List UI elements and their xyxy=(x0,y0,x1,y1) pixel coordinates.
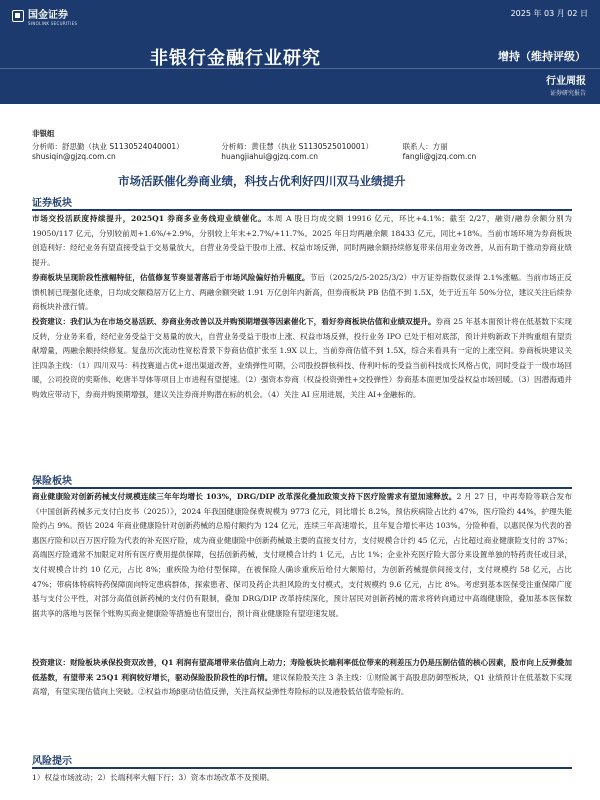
insurance-para-1 xyxy=(32,490,572,621)
para-body: 券商 25 年基本面预计将在低基数下实现反转，分业务来看，经纪业务受益于交易量的放大，自营业务受益于股市上涨、权益市场反弹，投行业务 IPO 已处于相对底部，预计并购新政下并购重组有望贡献增量，两融余额持续修复。复盘历次流动性宽松背景下券商估值扩张至 1.9X 以上，当前券商估值不到 1.5X，综合来看具有一定的上涨空间。券商板块建议关注四条主线：（1）四川双马：科技赛道占优+退出渠道改善，业绩弹性可期，公司股投群核科技、侍利叶标的受益当前科技成长风格占优，同时受益于一级市场回暖，公司投资的奕斯伟、屹唐半导体等项目上市进程有望提速。（2）强资本券商（权益投资弹性+交投弹性）券商基本面更加受益权益市场回暖。（3）因潜海通并购效应带动下，券商并购预期增强，建议关注券商并购潜在标的机会。（4）关注 AI 应用进展，关注 AI+金融标的。 xyxy=(32,317,572,399)
brand-name: 国金证券 xyxy=(28,10,68,21)
contact-email[interactable]: fangli@gjzq.com.cn xyxy=(402,152,477,161)
securities-para-2 xyxy=(32,271,572,315)
para-lead: 投资建议：我们认为在市场交易活跃、券商业务改善以及并购预期增强等因素催化下，看好券商板块估值和业绩双提升。 xyxy=(32,317,436,326)
securities-para-3 xyxy=(32,315,572,403)
section-securities-heading: 证券板块 xyxy=(32,198,72,209)
para-lead: 商业健康险对创新药械支付规模连续三年年均增长 103%，DRG/DIP 改革深化叠加政策支持下医疗险需求有望加速释放。 xyxy=(32,492,457,501)
analyst-1-email[interactable]: shusiqin@gjzq.com.cn xyxy=(32,152,116,161)
section-divider xyxy=(32,767,572,769)
para-lead: 投资建议：财险板块承保投资双改善，Q1 利润有望高增带来估值向上动力；寿险板块长端利率低位带来的利差压力仍是压制估值的核心因素，股市向上反弹叠加低基数，有望带来 25Q1 利润较好增长，驱动保险股阶段性的β行情。 xyxy=(32,658,572,682)
section-divider xyxy=(32,209,572,211)
para-body: 节后（2025/2/5-2025/3/2）中万证券指数仅录得 2.1%涨幅。当前市场正反馈机制已现强化迹象，日均成交额稳居万亿上方、两融余额突破 1.91 万亿创年内新高，但券商板块 PB 估值不到 1.5X，处于近五年 50%分位，建议关注后续券商板块补涨行情。 xyxy=(32,273,572,312)
rating-badge: 增持（维持评级） xyxy=(498,50,586,63)
analyst-2: 分析师：黄佳慧（执业 S1130525010001） xyxy=(221,142,373,151)
insurance-para-2 xyxy=(32,656,572,700)
para-lead: 券商板块呈现阶段性涨幅特征，估值修复节奏显著落后于市场风险偏好抬升幅度。 xyxy=(32,273,310,282)
securities-para-1 xyxy=(32,212,572,270)
section-risk-heading: 风险提示 xyxy=(32,756,72,767)
report-header xyxy=(0,0,600,104)
para-body: 2 月 27 日，中再寿险等联合发布《中国创新药械多元支付白皮书（2025）》，2024 年我国健康险保费规模为 9773 亿元，同比增长 8.2%，预估疾病险占比约 47%，医疗险约 44%，护理失能险约占 9%。预估 2024 年商业健康险针对创新药械的总赔付额约为 124 亿元，连续三年高速增长，且年复合增长率达 103%。分险种看，以惠民保为代表的普惠医疗险和以百万医疗险为代表的补充医疗险，成为商业健康险中创新药械最主要的直接支付方，支付规模合计约 45 亿元，占比超过商业健康险支付的 37%；高端医疗险通常不加限定对所有医疗费用提供保障，包括创新药械，支付规模合计约 1 亿元，占比 1%；企业补充医疗险大部分来设置单独的特药责任或目录，支付规模合计约 10 亿元，占比 8%；重疾险为给付型保障，在被保险人确诊重疾后给付大额赔付，为创新药械提供间接支付，支付规模约 58 亿元，占比 47%；带病体特病特药保障面向特定患病群体，探索患者、保司及药企共担风险的支付模式，支付规模约 9.6 亿元，占比 8%。考虑到基本医保受注重保障广度基与支付公平性，对部分高值创新药械的支付仍有限制，叠加 DRG/DIP 改革持续深化，预计居民对创新药械的需求将转向通过中高端健康险，叠加基本医保数据共享的落地与医保个账购买商业健康险等措施也有望出台，预计商业健康险有望迎速发展。 xyxy=(32,492,573,618)
para-body: 本周 A 股日均成交额 19916 亿元，环比+4.1%；截至 2/27，融资/融券余额分别为 19050/117 亿元，分别较前周+1.6%/+2.9%，分别较上年末+2.7%/+11.7%。2025 年日均两融余额 18433 亿元，同比+18%。当前市场环境为券商板块创造利好：经纪业务有望直接受益于交易量放大，自营业务受益于股市上涨、权益市场反弹，同时两融余额持续修复带来信用业务改善，从而有助于推动券商业绩提升。 xyxy=(32,214,572,267)
report-type: 行业周报 xyxy=(546,76,586,87)
report-subtitle: 市场活跃催化券商业绩，科技占优利好四川双马业绩提升 xyxy=(118,174,406,188)
brand-mark-icon xyxy=(12,10,24,22)
analyst-1: 分析师：舒思勤（执业 S1130524040001） xyxy=(32,142,184,151)
contact-person: 联系人：方丽 xyxy=(402,142,448,151)
risk-text: 1）权益市场波动；2）长端利率大幅下行；3）资本市场改革不及预期。 xyxy=(32,773,275,782)
para-lead: 市场交投活跃度持续提升，2025Q1 券商多业务线迎业绩催化。 xyxy=(32,214,267,223)
analyst-2-email[interactable]: huangjiahui@gjzq.com.cn xyxy=(221,152,318,161)
report-subtype: 证券研究报告 xyxy=(549,90,586,97)
section-insurance-heading: 保险板块 xyxy=(32,476,72,487)
sector-label: 非银组 xyxy=(32,129,55,138)
report-date: 2025 年 03 月 02 日 xyxy=(510,9,588,18)
analyst-block xyxy=(32,128,572,161)
report-title: 非银行金融行业研究 xyxy=(150,48,321,69)
para-body: 建议保险股关注 3 条主线：①财险属于高股息防御型板块，Q1 业绩预计在低基数下实现高增，有望实现估值向上突破。②权益市场β驱动估值反弹，关注高权益弹性寿险标的以及港股低估值寿险标的。 xyxy=(32,672,572,697)
brand-logo xyxy=(12,6,77,26)
section-divider xyxy=(32,487,572,489)
brand-name-en: SINOLINK SECURITIES xyxy=(28,21,78,26)
